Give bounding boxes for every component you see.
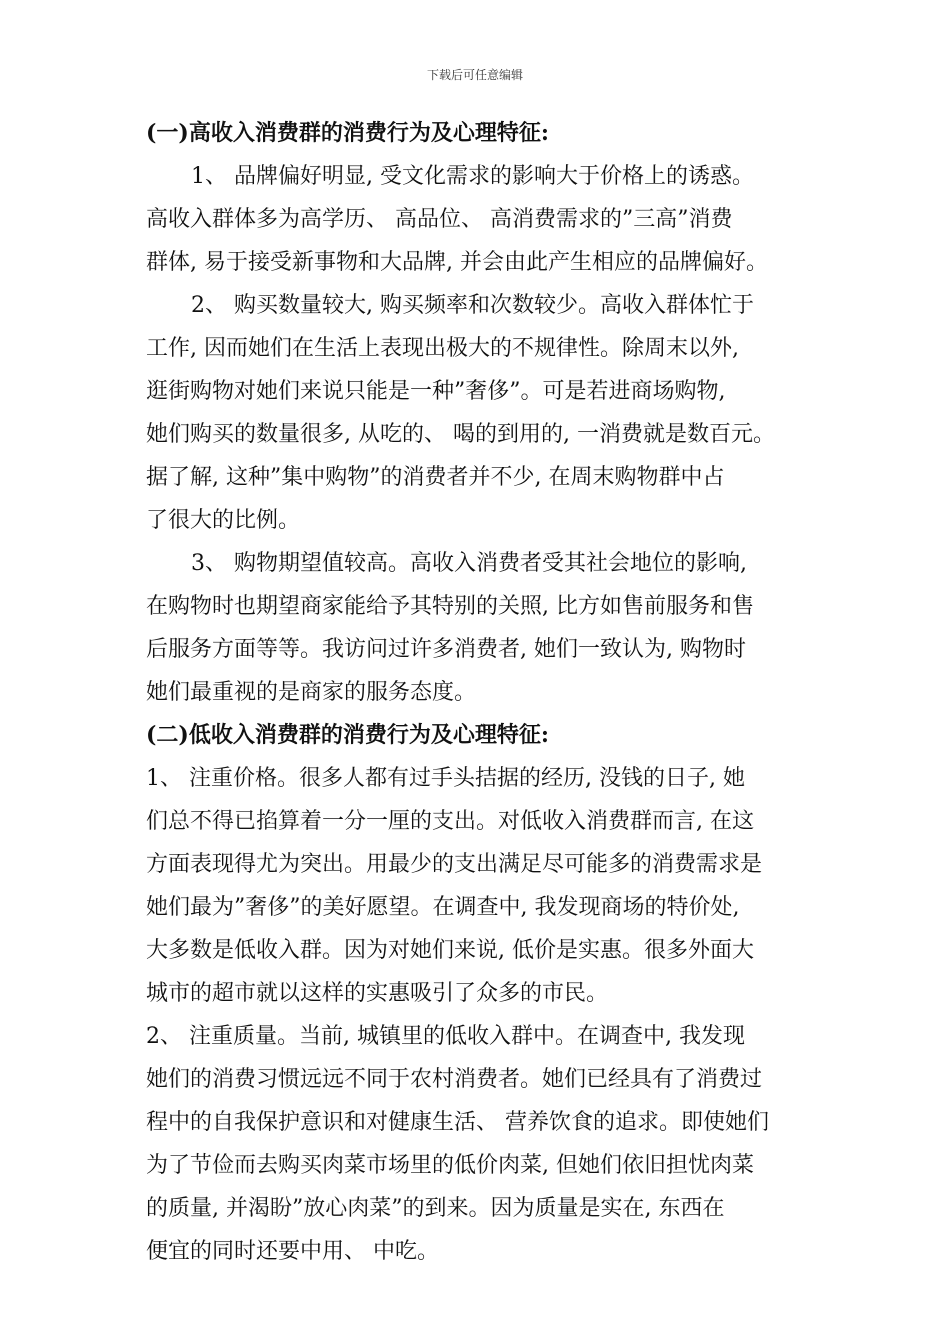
paragraph-line: 她们最为”奢侈”的美好愿望。在调查中, 我发现商场的特价处,: [146, 895, 740, 920]
section-heading-1: (一)高收入消费群的消费行为及心理特征:: [146, 120, 549, 146]
paragraph-line: 2、 注重质量。当前, 城镇里的低收入群中。在调查中, 我发现: [146, 1024, 745, 1049]
paragraph-line: 1、 品牌偏好明显, 受文化需求的影响大于价格上的诱惑。: [191, 164, 754, 189]
document-body: [146, 112, 816, 1273]
paragraph-line: 便宜的同时还要中用、 中吃。: [146, 1239, 439, 1264]
paragraph-line: 的质量, 并渴盼”放心肉菜”的到来。因为质量是实在, 东西在: [146, 1196, 725, 1221]
paragraph-line: 逛街购物对她们来说只能是一种”奢侈”。可是若进商场购物,: [146, 379, 726, 404]
paragraph-line: 她们最重视的是商家的服务态度。: [146, 680, 477, 705]
paragraph-line: 群体, 易于接受新事物和大品牌, 并会由此产生相应的品牌偏好。: [146, 250, 768, 275]
paragraph-line: 们总不得已掐算着一分一厘的支出。对低收入消费群而言, 在这: [146, 809, 754, 834]
section-heading-2: (二)低收入消费群的消费行为及心理特征:: [146, 722, 549, 748]
paragraph-line: 为了节俭而去购买肉菜市场里的低价肉菜, 但她们依旧担忧肉菜: [146, 1153, 754, 1178]
paragraph-line: 据了解, 这种”集中购物”的消费者并不少, 在周末购物群中占: [146, 465, 725, 490]
paragraph-line: 后服务方面等等。我访问过许多消费者, 她们一致认为, 购物时: [146, 637, 746, 662]
paragraph-line: 3、 购物期望值较高。高收入消费者受其社会地位的影响,: [191, 551, 747, 576]
paragraph-line: 她们购买的数量很多, 从吃的、 喝的到用的, 一消费就是数百元。: [146, 422, 775, 447]
paragraph-line: 大多数是低收入群。因为对她们来说, 低价是实惠。很多外面大: [146, 938, 754, 963]
paragraph-line: 她们的消费习惯远远不同于农村消费者。她们已经具有了消费过: [146, 1067, 763, 1092]
paragraph-line: 1、 注重价格。很多人都有过手头拮据的经历, 没钱的日子, 她: [146, 766, 745, 791]
paragraph-line: 了很大的比例。: [146, 508, 301, 533]
header-note: 下载后可任意编辑: [426, 68, 523, 82]
paragraph-line: 在购物时也期望商家能给予其特别的关照, 比方如售前服务和售: [146, 594, 754, 619]
paragraph-line: 2、 购买数量较大, 购买频率和次数较少。高收入群体忙于: [191, 293, 754, 318]
paragraph-line: 城市的超市就以这样的实惠吸引了众多的市民。: [146, 981, 609, 1006]
paragraph-line: 程中的自我保护意识和对健康生活、 营养饮食的追求。即使她们: [146, 1110, 769, 1135]
paragraph-line: 高收入群体多为高学历、 高品位、 高消费需求的”三高”消费: [146, 207, 733, 232]
paragraph-line: 工作, 因而她们在生活上表现出极大的不规律性。除周末以外,: [146, 336, 739, 361]
paragraph-line: 方面表现得尤为突出。用最少的支出满足尽可能多的消费需求是: [146, 852, 763, 877]
